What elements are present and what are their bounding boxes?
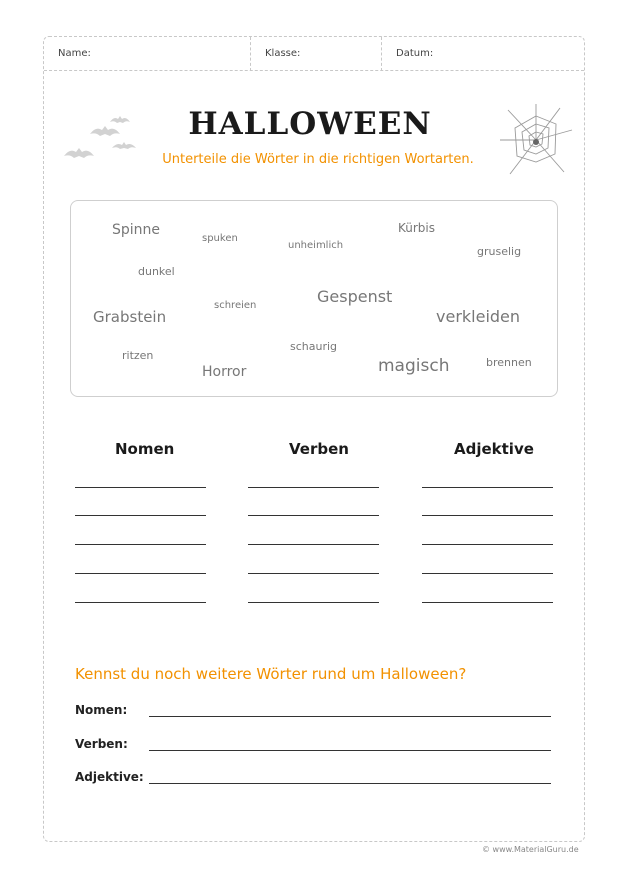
extra-answer-line[interactable]: [149, 783, 551, 784]
header-row: [44, 37, 584, 71]
word-item: Gespenst: [317, 287, 393, 306]
word-item: dunkel: [138, 265, 175, 278]
answer-line[interactable]: [422, 602, 553, 603]
date-field[interactable]: Datum:: [396, 48, 434, 59]
extra-label-nomen: Nomen:: [75, 703, 128, 717]
extra-answer-line[interactable]: [149, 716, 551, 717]
extra-words-question: Kennst du noch weitere Wörter rund um Halloween?: [75, 665, 467, 683]
answer-line[interactable]: [422, 573, 553, 574]
instruction-text: Unterteile die Wörter in die richtigen Wortarten.: [162, 152, 474, 167]
word-item: magisch: [378, 356, 450, 376]
word-item: schreien: [214, 300, 257, 311]
word-item: unheimlich: [288, 240, 344, 251]
column-heading-nomen: Nomen: [115, 440, 175, 458]
answer-line[interactable]: [75, 487, 206, 488]
word-item: verkleiden: [436, 307, 521, 326]
class-field[interactable]: Klasse:: [251, 37, 382, 71]
answer-line[interactable]: [422, 515, 553, 516]
answer-line[interactable]: [248, 487, 379, 488]
word-item: brennen: [486, 356, 532, 369]
answer-line[interactable]: [248, 515, 379, 516]
name-field[interactable]: Name:: [44, 37, 251, 71]
copyright-footer: © www.MaterialGuru.de: [482, 845, 579, 854]
answer-line[interactable]: [248, 573, 379, 574]
extra-label-adjektive: Adjektive:: [75, 770, 144, 784]
column-heading-verben: Verben: [289, 440, 349, 458]
word-item: Horror: [202, 364, 247, 380]
word-item: gruselig: [477, 245, 522, 258]
word-item: schaurig: [290, 340, 338, 353]
extra-answer-line[interactable]: [149, 750, 551, 751]
answer-line[interactable]: [422, 487, 553, 488]
word-item: ritzen: [122, 349, 154, 362]
extra-label-verben: Verben:: [75, 737, 128, 751]
word-item: Spinne: [112, 222, 161, 238]
answer-line[interactable]: [75, 602, 206, 603]
word-item: Kürbis: [398, 221, 436, 235]
answer-line[interactable]: [248, 544, 379, 545]
page-title: HALLOWEEN: [188, 106, 432, 142]
answer-line[interactable]: [75, 515, 206, 516]
column-heading-adjektive: Adjektive: [454, 440, 534, 458]
answer-line[interactable]: [75, 573, 206, 574]
word-item: spuken: [202, 233, 238, 244]
answer-line[interactable]: [75, 544, 206, 545]
word-item: Grabstein: [93, 308, 167, 326]
answer-line[interactable]: [248, 602, 379, 603]
answer-line[interactable]: [422, 544, 553, 545]
